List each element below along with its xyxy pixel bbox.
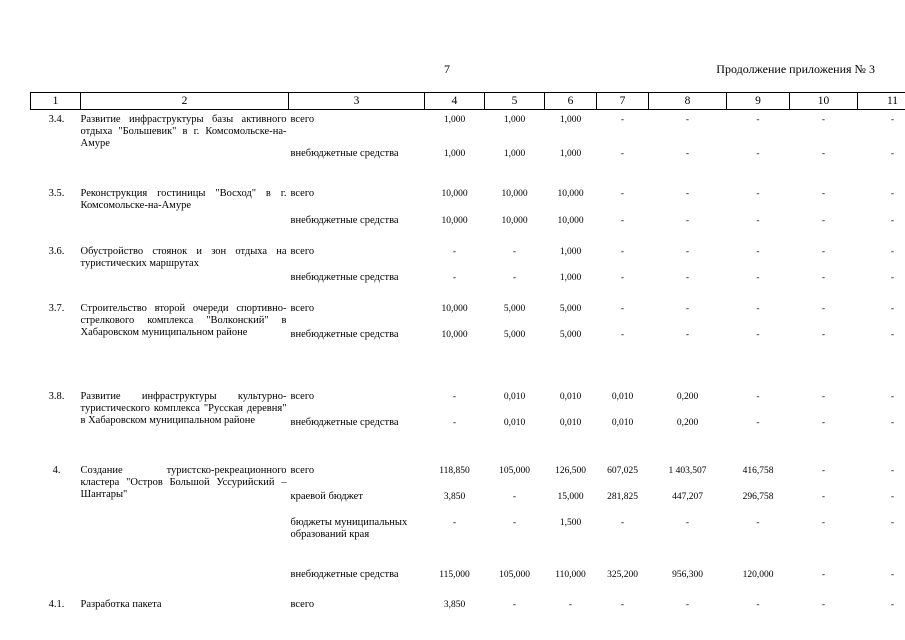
- value-cell: -: [890, 273, 895, 283]
- value-cell: 5,000: [559, 330, 582, 340]
- column-header: 3: [289, 93, 425, 110]
- column-header: 7: [597, 93, 649, 110]
- value-cell: 120,000: [742, 570, 774, 580]
- item-name: Реконструкция гостиницы "Восход" в г. Комсомольске-на-Амуре: [80, 188, 287, 211]
- funding-source: всего: [290, 465, 315, 476]
- column-header: 11: [858, 93, 905, 110]
- value-cell: 1,000: [559, 115, 582, 125]
- column-header: 1: [31, 93, 81, 110]
- value-cell: -: [685, 273, 690, 283]
- value-cell: 10,000: [441, 304, 468, 314]
- value-cell: 10,000: [557, 189, 584, 199]
- value-cell: 0,200: [676, 418, 699, 428]
- value-cell: -: [821, 492, 826, 502]
- funding-source: внебюджетные средства: [290, 272, 399, 283]
- value-cell: -: [620, 216, 625, 226]
- value-cell: 0,010: [503, 418, 526, 428]
- item-number: 4.: [52, 465, 61, 476]
- value-cell: -: [685, 189, 690, 199]
- value-cell: -: [620, 518, 625, 528]
- item-number: 3.6.: [48, 246, 65, 257]
- value-cell: -: [821, 392, 826, 402]
- value-cell: -: [821, 115, 826, 125]
- value-cell: -: [512, 492, 517, 502]
- table-row: [31, 232, 905, 272]
- value-cell: -: [821, 216, 826, 226]
- column-header: 8: [649, 93, 727, 110]
- value-cell: -: [512, 600, 517, 610]
- appendix-table: [30, 92, 905, 613]
- value-cell: 118,850: [439, 466, 470, 476]
- value-cell: 281,825: [607, 492, 638, 502]
- value-cell: 1,000: [503, 149, 526, 159]
- value-cell: 10,000: [441, 189, 468, 199]
- continuation-label: Продолжение приложения № 3: [716, 62, 875, 76]
- value-cell: -: [821, 466, 826, 476]
- value-cell: 10,000: [501, 189, 528, 199]
- value-cell: -: [756, 418, 760, 428]
- value-cell: -: [890, 189, 895, 199]
- value-cell: -: [890, 492, 895, 502]
- value-cell: 3,850: [443, 492, 466, 502]
- value-cell: -: [756, 330, 760, 340]
- funding-source: всего: [290, 303, 315, 314]
- value-cell: -: [821, 418, 826, 428]
- funding-source: внебюджетные средства: [290, 417, 399, 428]
- item-name: Развитие инфраструктуры культурно-туристического комплекса "Русская деревня" в Хабаровском муниципальном районе: [80, 391, 287, 426]
- funding-source: бюджеты муниципальных образований края: [290, 517, 408, 540]
- value-cell: 296,758: [742, 492, 774, 502]
- value-cell: 416,758: [742, 466, 774, 476]
- funding-source: всего: [290, 246, 315, 257]
- value-cell: -: [620, 304, 625, 314]
- value-cell: -: [890, 149, 895, 159]
- value-cell: -: [512, 273, 517, 283]
- value-cell: -: [821, 247, 826, 257]
- funding-source: краевой бюджет: [290, 491, 363, 502]
- value-cell: 5,000: [559, 304, 582, 314]
- value-cell: -: [756, 115, 760, 125]
- value-cell: -: [756, 216, 760, 226]
- funding-source: всего: [290, 188, 315, 199]
- value-cell: 115,000: [439, 570, 470, 580]
- column-header: 9: [727, 93, 790, 110]
- value-cell: -: [685, 304, 690, 314]
- value-cell: -: [512, 247, 517, 257]
- value-cell: -: [756, 392, 760, 402]
- funding-source: всего: [290, 391, 315, 402]
- value-cell: 0,200: [676, 392, 699, 402]
- value-cell: -: [890, 570, 895, 580]
- header-row: [31, 93, 905, 110]
- value-cell: 3,850: [443, 600, 466, 610]
- value-cell: 5,000: [503, 304, 526, 314]
- value-cell: -: [890, 466, 895, 476]
- value-cell: -: [685, 149, 690, 159]
- value-cell: 0,010: [503, 392, 526, 402]
- item-number: 3.8.: [48, 391, 65, 402]
- value-cell: 105,000: [499, 570, 530, 580]
- value-cell: -: [821, 518, 826, 528]
- value-cell: -: [890, 216, 895, 226]
- value-cell: -: [821, 570, 826, 580]
- value-cell: 5,000: [503, 330, 526, 340]
- item-number: 3.7.: [48, 303, 65, 314]
- item-number: 4.1.: [48, 599, 65, 610]
- value-cell: 1,500: [559, 518, 582, 528]
- value-cell: -: [756, 189, 760, 199]
- value-cell: 1 403,507: [668, 466, 707, 476]
- value-cell: -: [452, 247, 457, 257]
- value-cell: -: [890, 115, 895, 125]
- value-cell: 10,000: [501, 216, 528, 226]
- value-cell: 447,207: [672, 492, 703, 502]
- value-cell: -: [685, 518, 690, 528]
- value-cell: -: [452, 418, 457, 428]
- value-cell: 1,000: [503, 115, 526, 125]
- value-cell: -: [620, 273, 625, 283]
- value-cell: 1,000: [443, 149, 466, 159]
- value-cell: -: [756, 600, 760, 610]
- value-cell: 0,010: [559, 418, 582, 428]
- value-cell: -: [452, 273, 457, 283]
- value-cell: -: [685, 115, 690, 125]
- value-cell: -: [620, 247, 625, 257]
- column-header: 6: [545, 93, 597, 110]
- item-name: Развитие инфраструктуры базы активного отдыха "Большевик" в г. Комсомольске-на-Амуре: [80, 114, 287, 149]
- column-header: 5: [485, 93, 545, 110]
- value-cell: -: [685, 330, 690, 340]
- value-cell: 126,500: [555, 466, 586, 476]
- value-cell: 1,000: [559, 247, 582, 257]
- value-cell: 1,000: [443, 115, 466, 125]
- funding-source: всего: [290, 114, 315, 125]
- value-cell: -: [620, 149, 625, 159]
- value-cell: 105,000: [499, 466, 530, 476]
- value-cell: 0,010: [559, 392, 582, 402]
- value-cell: -: [685, 600, 690, 610]
- table-row: [31, 585, 905, 613]
- page-number: 7: [444, 62, 450, 76]
- item-name: Обустройство стоянок и зон отдыха на туристических маршрутах: [80, 246, 287, 269]
- funding-source: всего: [290, 599, 315, 610]
- value-cell: -: [452, 518, 457, 528]
- table-row: [31, 289, 905, 329]
- value-cell: 1,000: [559, 149, 582, 159]
- value-cell: 15,000: [557, 492, 584, 502]
- funding-source: внебюджетные средства: [290, 329, 399, 340]
- value-cell: -: [890, 600, 895, 610]
- value-cell: -: [756, 518, 760, 528]
- value-cell: -: [756, 304, 760, 314]
- value-cell: 607,025: [607, 466, 638, 476]
- value-cell: 0,010: [611, 418, 634, 428]
- value-cell: 10,000: [441, 216, 468, 226]
- value-cell: -: [890, 392, 895, 402]
- value-cell: 110,000: [555, 570, 586, 580]
- item-name: Создание туристско-рекреационного кластера "Остров Большой Уссурийский – Шантары": [80, 465, 287, 500]
- value-cell: -: [821, 149, 826, 159]
- value-cell: 0,010: [611, 392, 634, 402]
- value-cell: -: [821, 304, 826, 314]
- value-cell: -: [890, 518, 895, 528]
- item-number: 3.5.: [48, 188, 65, 199]
- item-number: 3.4.: [48, 114, 65, 125]
- value-cell: 10,000: [557, 216, 584, 226]
- table-row: [31, 174, 905, 215]
- value-cell: -: [620, 330, 625, 340]
- value-cell: -: [890, 304, 895, 314]
- value-cell: -: [452, 392, 457, 402]
- column-header: 2: [81, 93, 289, 110]
- value-cell: -: [756, 273, 760, 283]
- table-row: [31, 377, 905, 417]
- value-cell: 1,000: [559, 273, 582, 283]
- value-cell: 325,200: [607, 570, 638, 580]
- value-cell: -: [756, 247, 760, 257]
- funding-source: внебюджетные средства: [290, 215, 399, 226]
- value-cell: -: [685, 247, 690, 257]
- column-header: 4: [425, 93, 485, 110]
- value-cell: -: [756, 149, 760, 159]
- column-header: 10: [790, 93, 858, 110]
- value-cell: -: [620, 115, 625, 125]
- value-cell: 956,300: [672, 570, 703, 580]
- value-cell: -: [620, 189, 625, 199]
- item-name: Разработка пакета: [80, 599, 162, 610]
- value-cell: 10,000: [441, 330, 468, 340]
- value-cell: -: [685, 216, 690, 226]
- value-cell: -: [890, 330, 895, 340]
- value-cell: -: [890, 418, 895, 428]
- value-cell: -: [821, 189, 826, 199]
- value-cell: -: [568, 600, 573, 610]
- item-name: Строительство второй очереди спортивно-стрелкового комплекса "Волконский" в Хабаровском муниципальном районе: [80, 303, 287, 338]
- value-cell: -: [821, 600, 826, 610]
- value-cell: -: [620, 600, 625, 610]
- funding-source: внебюджетные средства: [290, 569, 399, 580]
- value-cell: -: [890, 247, 895, 257]
- table-row: [31, 451, 905, 491]
- value-cell: -: [821, 330, 826, 340]
- table-row: [31, 110, 905, 149]
- value-cell: -: [512, 518, 517, 528]
- funding-source: внебюджетные средства: [290, 148, 399, 159]
- value-cell: -: [821, 273, 826, 283]
